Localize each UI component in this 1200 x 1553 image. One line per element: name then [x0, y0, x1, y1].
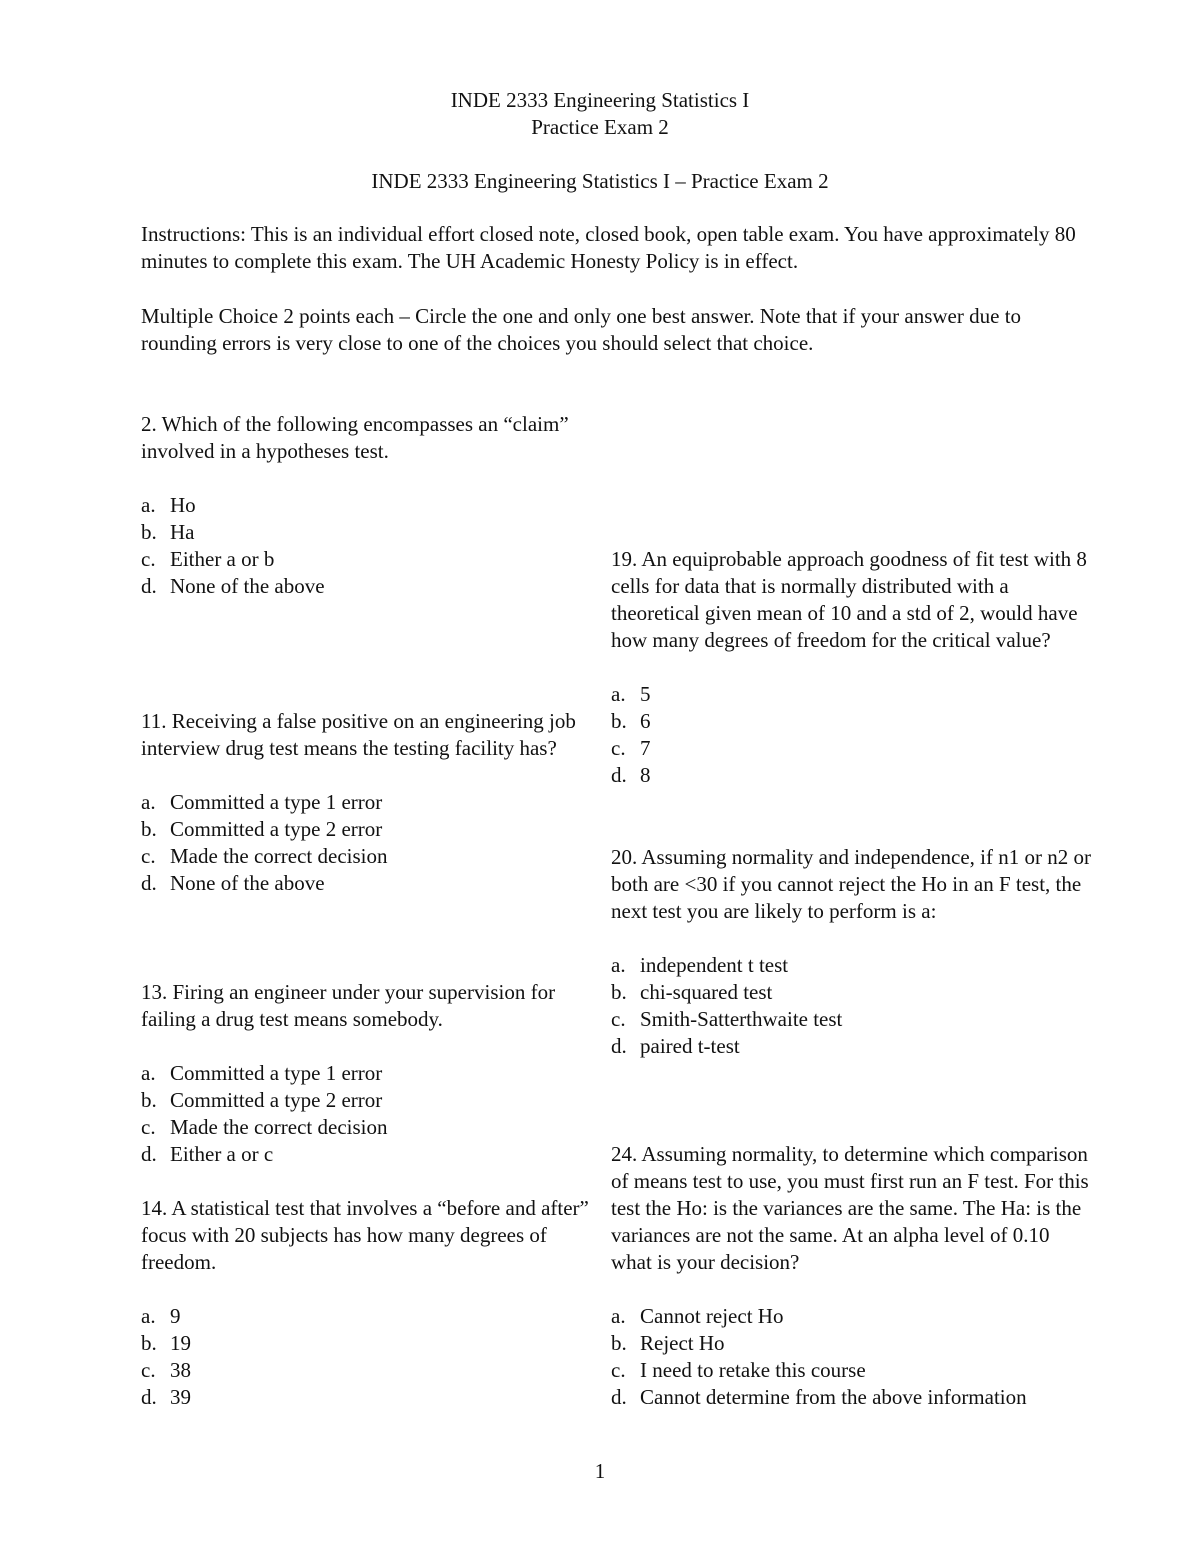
option-text: 39: [170, 1385, 191, 1409]
answer-option[interactable]: [141, 870, 591, 897]
option-text: Reject Ho: [640, 1331, 725, 1355]
option-letter: b.: [611, 709, 627, 733]
question-14: [141, 1195, 591, 1411]
question-stem: 2. Which of the following encompasses an “claim” involved in a hypotheses test.: [141, 412, 569, 463]
answer-option[interactable]: [141, 1303, 591, 1330]
answer-option[interactable]: [611, 762, 1091, 789]
option-text: Either a or c: [170, 1142, 274, 1166]
option-text: 9: [170, 1304, 181, 1328]
question-stem: 20. Assuming normality and independence, if n1 or n2 or both are <30 if you cannot reject the Ho in an F test, the next test you are likely to perform is a:: [611, 845, 1091, 923]
option-text: Committed a type 2 error: [170, 1088, 383, 1112]
answer-option[interactable]: [611, 1330, 1091, 1357]
option-letter: b.: [141, 520, 157, 544]
option-letter: a.: [141, 1061, 156, 1085]
option-letter: b.: [611, 980, 627, 1004]
option-text: 6: [640, 709, 651, 733]
option-letter: b.: [611, 1331, 627, 1355]
answer-option[interactable]: [141, 816, 591, 843]
option-text: Ho: [170, 493, 196, 517]
option-letter: d.: [611, 1034, 627, 1058]
answer-option[interactable]: [611, 1033, 1091, 1060]
option-letter: c.: [141, 1115, 156, 1139]
answer-option[interactable]: [611, 952, 1091, 979]
option-letter: a.: [141, 790, 156, 814]
answer-option[interactable]: [611, 1303, 1091, 1330]
answer-option[interactable]: [141, 789, 591, 816]
question-11: [141, 708, 591, 897]
answer-options: [611, 1303, 1091, 1411]
option-text: Committed a type 2 error: [170, 817, 383, 841]
exam-subtitle: Practice Exam 2: [531, 115, 669, 139]
option-text: 8: [640, 763, 651, 787]
option-letter: a.: [611, 682, 626, 706]
option-text: Made the correct decision: [170, 844, 388, 868]
option-letter: d.: [141, 574, 157, 598]
option-letter: a.: [611, 953, 626, 977]
option-text: Cannot determine from the above information: [640, 1385, 1027, 1409]
answer-option[interactable]: [611, 1357, 1091, 1384]
answer-options: [611, 681, 1091, 789]
answer-option[interactable]: [611, 735, 1091, 762]
option-letter: c.: [141, 1358, 156, 1382]
option-letter: c.: [611, 736, 626, 760]
option-text: Cannot reject Ho: [640, 1304, 784, 1328]
answer-option[interactable]: [611, 681, 1091, 708]
question-stem: 19. An equiprobable approach goodness of fit test with 8 cells for data that is normally distributed with a theoretical given mean of 10 and a std of 2, would have how many degrees of freedom for the critical value?: [611, 547, 1087, 652]
option-letter: b.: [141, 1331, 157, 1355]
option-letter: c.: [611, 1358, 626, 1382]
answer-option[interactable]: [141, 519, 591, 546]
option-letter: b.: [141, 817, 157, 841]
question-stem: 24. Assuming normality, to determine which comparison of means test to use, you must first run an F test. For this test the Ho: is the variances are the same. The Ha: is the variances are not the same. At an alpha level of 0.10 what is your decision?: [611, 1142, 1089, 1274]
option-text: Smith-Satterthwaite test: [640, 1007, 843, 1031]
option-text: Made the correct decision: [170, 1115, 388, 1139]
question-2: [141, 411, 591, 600]
question-stem: 14. A statistical test that involves a “before and after” focus with 20 subjects has how many degrees of freedom.: [141, 1196, 589, 1274]
answer-option[interactable]: [141, 492, 591, 519]
option-text: Ha: [170, 520, 195, 544]
option-letter: a.: [141, 493, 156, 517]
answer-option[interactable]: [141, 1384, 591, 1411]
option-letter: d.: [141, 871, 157, 895]
answer-option[interactable]: [141, 1330, 591, 1357]
course-title: INDE 2333 Engineering Statistics I: [450, 88, 750, 112]
answer-option[interactable]: [141, 573, 591, 600]
question-24: [611, 1141, 1091, 1411]
option-text: paired t-test: [640, 1034, 740, 1058]
option-letter: a.: [141, 1304, 156, 1328]
option-letter: d.: [141, 1142, 157, 1166]
answer-options: [141, 1060, 591, 1168]
question-20: [611, 844, 1091, 1060]
answer-option[interactable]: [611, 1384, 1091, 1411]
answer-option[interactable]: [141, 843, 591, 870]
exam-heading: INDE 2333 Engineering Statistics I – Practice Exam 2: [371, 169, 829, 193]
option-letter: c.: [141, 844, 156, 868]
question-19: [611, 546, 1091, 789]
instructions: Instructions: This is an individual effort closed note, closed book, open table exam. You have approximately 80 minutes to complete this exam. The UH Academic Honesty Policy is in effect.: [141, 222, 1076, 273]
answer-option[interactable]: [611, 1006, 1091, 1033]
answer-option[interactable]: [141, 1114, 591, 1141]
option-letter: b.: [141, 1088, 157, 1112]
option-letter: c.: [611, 1007, 626, 1031]
option-text: 5: [640, 682, 651, 706]
option-text: None of the above: [170, 871, 325, 895]
answer-option[interactable]: [141, 1141, 591, 1168]
option-text: Committed a type 1 error: [170, 790, 383, 814]
page-number: 1: [594, 1459, 606, 1483]
option-text: Either a or b: [170, 547, 275, 571]
option-text: 19: [170, 1331, 191, 1355]
multiple-choice-note: Multiple Choice 2 points each – Circle the one and only one best answer. Note that if your answer due to rounding errors is very close to one of the choices you should select that choice.: [141, 304, 1022, 355]
option-text: 7: [640, 736, 651, 760]
option-text: chi-squared test: [640, 980, 773, 1004]
answer-option[interactable]: [141, 1357, 591, 1384]
answer-options: [141, 789, 591, 897]
question-13: [141, 979, 591, 1168]
answer-option[interactable]: [141, 1060, 591, 1087]
option-text: None of the above: [170, 574, 325, 598]
option-letter: c.: [141, 547, 156, 571]
answer-option[interactable]: [141, 1087, 591, 1114]
answer-option[interactable]: [141, 546, 591, 573]
question-stem: 13. Firing an engineer under your supervision for failing a drug test means somebody.: [141, 980, 556, 1031]
option-letter: d.: [611, 763, 627, 787]
option-letter: d.: [611, 1385, 627, 1409]
option-text: I need to retake this course: [640, 1358, 866, 1382]
answer-options: [141, 1303, 591, 1411]
answer-options: [141, 492, 591, 600]
question-stem: 11. Receiving a false positive on an engineering job interview drug test means the testing facility has?: [141, 709, 576, 760]
option-letter: a.: [611, 1304, 626, 1328]
option-letter: d.: [141, 1385, 157, 1409]
answer-option[interactable]: [611, 979, 1091, 1006]
answer-option[interactable]: [611, 708, 1091, 735]
option-text: 38: [170, 1358, 191, 1382]
option-text: Committed a type 1 error: [170, 1061, 383, 1085]
option-text: independent t test: [640, 953, 789, 977]
answer-options: [611, 952, 1091, 1060]
